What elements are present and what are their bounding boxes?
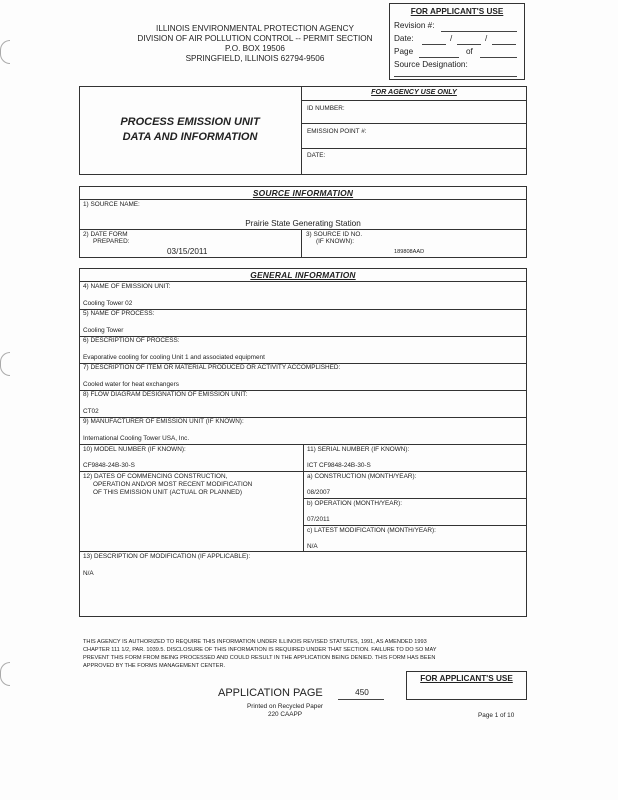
general-information-header: GENERAL INFORMATION bbox=[250, 270, 356, 280]
agency-name: ILLINOIS ENVIRONMENTAL PROTECTION AGENCY bbox=[156, 24, 354, 33]
general-header-line bbox=[79, 281, 527, 282]
date-form-label-2: PREPARED: bbox=[93, 238, 130, 245]
q12a-label: a) CONSTRUCTION (MONTH/YEAR): bbox=[307, 473, 417, 480]
general-information-section bbox=[79, 268, 527, 617]
agency-use-line-3 bbox=[301, 148, 527, 149]
binder-hole-top bbox=[0, 40, 10, 64]
q10-line bbox=[79, 471, 527, 472]
q11-label: 11) SERIAL NUMBER (IF KNOWN): bbox=[307, 446, 410, 453]
emission-point-label: EMISSION POINT #: bbox=[307, 128, 367, 135]
q5-value[interactable]: Cooling Tower bbox=[83, 327, 124, 334]
source-name-line bbox=[79, 229, 527, 230]
q6-value[interactable]: Evaporative cooling for cooling Unit 1 and associated equipment bbox=[83, 354, 265, 361]
disclaimer bbox=[83, 638, 523, 670]
q12-label-line-2: OPERATION AND/OR MOST RECENT MODIFICATION bbox=[93, 481, 253, 488]
date-form-label-1: 2) DATE FORM bbox=[83, 231, 128, 238]
source-id-label-2: (IF KNOWN): bbox=[316, 238, 354, 245]
q12b-line bbox=[303, 525, 527, 526]
disclaimer-line-2: CHAPTER 111 1/2, PAR. 1039.5. DISCLOSURE OF THIS INFORMATION IS REQUIRED UNDER THAT SECTION. FAILURE TO DO SO MAY bbox=[83, 647, 437, 653]
q7-label: 7) DESCRIPTION OF ITEM OR MATERIAL PRODUCED OR ACTIVITY ACCOMPLISHED: bbox=[83, 364, 341, 371]
q12a-value[interactable]: 08/2007 bbox=[307, 489, 331, 496]
q10-label: 10) MODEL NUMBER (IF KNOWN): bbox=[83, 446, 186, 453]
applicant-use-title: FOR APPLICANT'S USE bbox=[410, 7, 504, 16]
binder-hole-bottom bbox=[0, 662, 10, 686]
q6-label: 6) DESCRIPTION OF PROCESS: bbox=[83, 337, 180, 344]
q8-label: 8) FLOW DIAGRAM DESIGNATION OF EMISSION UNIT: bbox=[83, 391, 248, 398]
source-id-value[interactable]: 189808AAD bbox=[394, 249, 425, 255]
application-page-value[interactable]: 450 bbox=[355, 688, 369, 697]
q12a-line bbox=[303, 498, 527, 499]
agency-po-box: P.O. BOX 19506 bbox=[225, 44, 285, 53]
disclaimer-line-1: THIS AGENCY IS AUTHORIZED TO REQUIRE THIS INFORMATION UNDER ILLINOIS REVISED STATUTES, 1991, AS AMENDED 1993 bbox=[83, 639, 427, 645]
source-id-label-1: 3) SOURCE ID NO. bbox=[306, 231, 363, 238]
page-of-label: of bbox=[466, 47, 473, 56]
q9-value[interactable]: International Cooling Tower USA, Inc. bbox=[83, 435, 190, 442]
page-label: Page bbox=[394, 47, 414, 56]
date-sep-1: / bbox=[450, 34, 453, 43]
id-number-label: ID NUMBER: bbox=[307, 105, 345, 112]
disclaimer-line-3: PREVENT THIS FORM FROM BEING PROCESSED AND COULD RESULT IN THE APPLICATION BEING DENIED. THIS FORM HAS BEEN bbox=[83, 655, 436, 661]
date-day-field[interactable] bbox=[457, 44, 481, 45]
source-header-line bbox=[79, 199, 527, 200]
source-divider bbox=[301, 229, 302, 258]
agency-header bbox=[110, 24, 400, 64]
source-name-label: 1) SOURCE NAME: bbox=[83, 201, 140, 208]
recycled-paper-note: Printed on Recycled Paper bbox=[246, 703, 324, 710]
application-page-label: APPLICATION PAGE bbox=[218, 687, 323, 699]
agency-city: SPRINGFIELD, ILLINOIS 62794-9506 bbox=[185, 54, 325, 63]
agency-use-line-2 bbox=[301, 123, 527, 124]
q7-value[interactable]: Cooled water for heat exchangers bbox=[83, 381, 179, 388]
q11-value[interactable]: ICT CF9848-24B-30-S bbox=[307, 462, 371, 469]
agency-date-label: DATE: bbox=[307, 152, 326, 159]
binder-hole-middle bbox=[0, 352, 10, 376]
q12-line bbox=[79, 551, 527, 552]
q12-label bbox=[83, 473, 252, 497]
q9-label: 9) MANUFACTURER OF EMISSION UNIT (IF KNOWN): bbox=[83, 418, 244, 425]
form-title-line-1: PROCESS EMISSION UNIT bbox=[120, 116, 260, 128]
agency-division: DIVISION OF AIR POLLUTION CONTROL -- PERMIT SECTION bbox=[137, 34, 373, 43]
q8-value[interactable]: CT02 bbox=[83, 408, 99, 415]
agency-use-title: FOR AGENCY USE ONLY bbox=[371, 87, 457, 96]
q12c-label: c) LATEST MODIFICATION (MONTH/YEAR): bbox=[307, 527, 436, 534]
q10-value[interactable]: CF9848-24B-30-S bbox=[83, 462, 135, 469]
date-year-field[interactable] bbox=[492, 44, 516, 45]
q12b-label: b) OPERATION (MONTH/YEAR): bbox=[307, 500, 403, 507]
date-month-field[interactable] bbox=[422, 44, 446, 45]
q4-value[interactable]: Cooling Tower 02 bbox=[83, 300, 133, 307]
q5-label: 5) NAME OF PROCESS: bbox=[83, 310, 155, 317]
revision-field[interactable] bbox=[441, 31, 517, 32]
date-label: Date: bbox=[394, 34, 414, 43]
q12-label-line-3: OF THIS EMISSION UNIT (ACTUAL OR PLANNED) bbox=[93, 489, 243, 496]
date-sep-2: / bbox=[485, 34, 488, 43]
q4-label: 4) NAME OF EMISSION UNIT: bbox=[83, 283, 171, 290]
form-code: 220 CAAPP bbox=[267, 711, 303, 718]
q12c-value[interactable]: N/A bbox=[307, 543, 318, 550]
source-designation-label: Source Designation: bbox=[394, 60, 468, 69]
revision-label: Revision #: bbox=[394, 21, 435, 30]
page-field[interactable] bbox=[419, 57, 459, 58]
q12b-value[interactable]: 07/2011 bbox=[307, 516, 330, 523]
page-total-field[interactable] bbox=[480, 57, 517, 58]
source-information-header: SOURCE INFORMATION bbox=[252, 188, 354, 198]
agency-use-line-1 bbox=[301, 100, 527, 101]
source-designation-field[interactable] bbox=[394, 76, 517, 77]
disclaimer-line-4: APPROVED BY THE FORMS MANAGEMENT CENTER. bbox=[83, 663, 226, 669]
application-page-underline bbox=[338, 699, 384, 700]
q12-label-line-1: 12) DATES OF COMMENCING CONSTRUCTION, bbox=[83, 473, 228, 480]
source-name-value[interactable]: Prairie State Generating Station bbox=[245, 219, 361, 228]
form-title bbox=[82, 115, 298, 145]
page-of-total: Page 1 of 10 bbox=[478, 712, 515, 719]
q13-label: 13) DESCRIPTION OF MODIFICATION (IF APPLICABLE): bbox=[83, 553, 251, 560]
date-form-value[interactable]: 03/15/2011 bbox=[167, 247, 208, 256]
q13-value[interactable]: N/A bbox=[83, 570, 94, 577]
bottom-applicant-use-title: FOR APPLICANT'S USE bbox=[420, 674, 513, 683]
form-title-line-2: DATA AND INFORMATION bbox=[122, 131, 258, 143]
